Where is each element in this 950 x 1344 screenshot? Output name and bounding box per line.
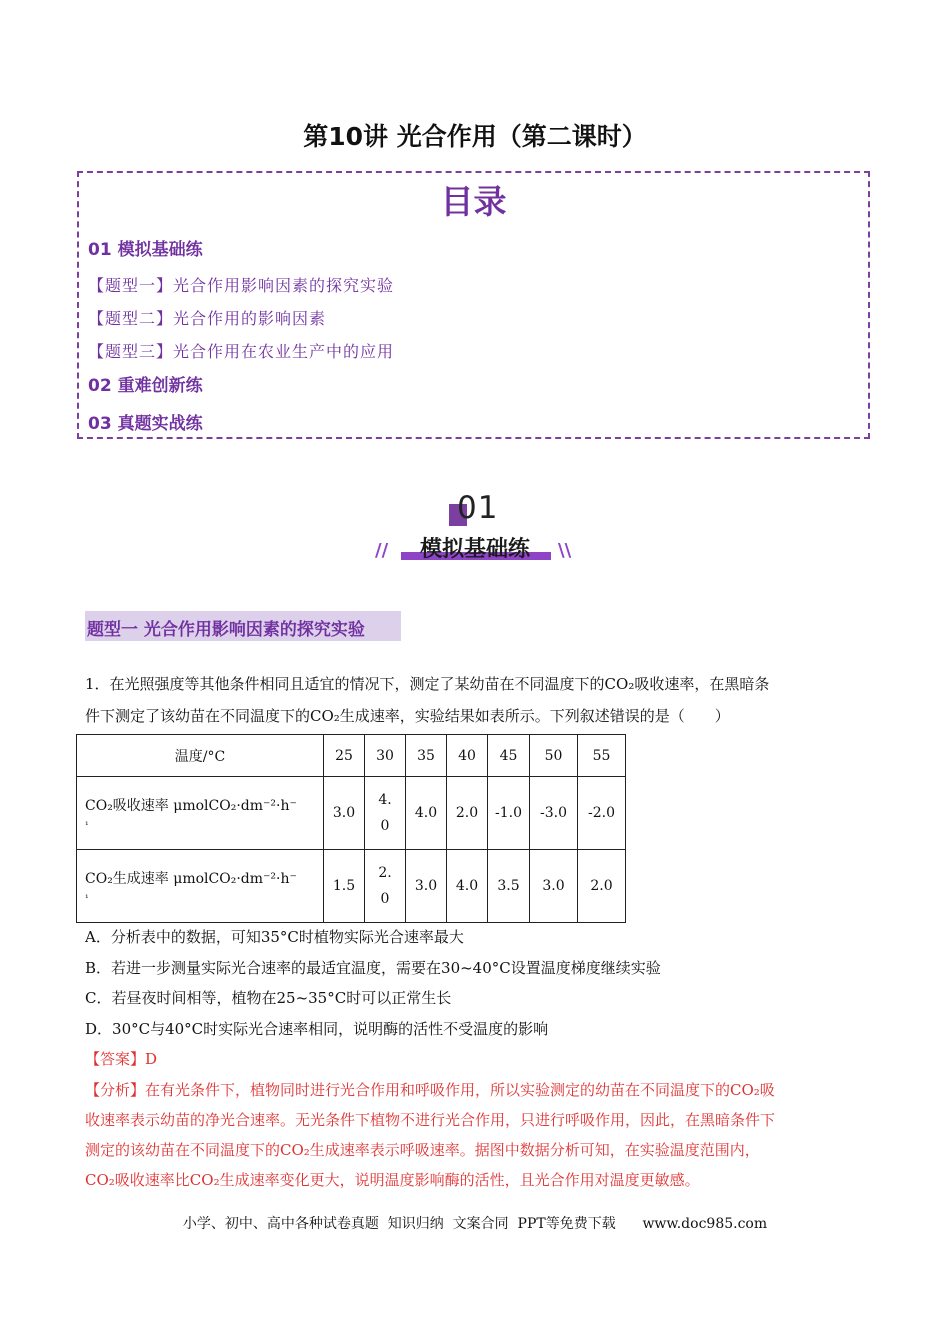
table-cell: 2.0 (578, 850, 626, 923)
option-c: C．若昼夜时间相等，植物在25~35°C时可以正常生长 (85, 989, 452, 1007)
cell-line2: 0 (380, 818, 390, 834)
table-cell: -2.0 (578, 777, 626, 850)
row-label-text: CO₂吸收速率 μmolCO₂·dm⁻²·h⁻ (85, 798, 297, 814)
table-cell: 3.0 (406, 850, 447, 923)
analysis-line1: 【分析】在有光条件下，植物同时进行光合作用和呼吸作用，所以实验测定的幼苗在不同温度下的CO₂吸 (85, 1081, 775, 1099)
right-slash-decoration: \\ (558, 540, 572, 561)
section-badge (375, 490, 575, 570)
analysis-line3: 测定的该幼苗在不同温度下的CO₂生成速率表示呼吸速率。据图中数据分析可知，在实验温度范围内， (85, 1141, 760, 1159)
table-cell: 3.5 (488, 850, 530, 923)
toc-heading: 目录 (440, 182, 507, 221)
header-cell: 55 (578, 735, 626, 777)
row-label-text: CO₂生成速率 μmolCO₂·dm⁻²·h⁻ (85, 871, 297, 887)
table-cell (365, 850, 406, 923)
toc-subitem-type3[interactable]: 【题型三】光合作用在农业生产中的应用 (88, 342, 395, 361)
table-cell: 3.0 (324, 777, 365, 850)
question-stem-line2: 件下测定了该幼苗在不同温度下的CO₂生成速率，实验结果如表所示。下列叙述错误的是（ ） (85, 707, 730, 725)
table-row-absorption (77, 777, 626, 850)
table-cell: 1.5 (324, 850, 365, 923)
header-cell: 40 (447, 735, 488, 777)
table-cell: 3.0 (530, 850, 578, 923)
toc-item-03[interactable]: 03 真题实战练 (88, 414, 203, 434)
row-label-absorption (77, 777, 324, 850)
cell-line1: 2. (378, 865, 392, 881)
document-title: 第10讲 光合作用（第二课时） (303, 122, 647, 151)
option-d: D．30°C与40°C时实际光合速率相同，说明酶的活性不受温度的影响 (85, 1020, 549, 1038)
table-cell: 2.0 (447, 777, 488, 850)
table-cell: 4.0 (447, 850, 488, 923)
left-slash-decoration: // (375, 540, 389, 561)
header-cell-temperature: 温度/°C (77, 735, 324, 777)
table-header-row (77, 735, 626, 777)
toc-subitem-type2[interactable]: 【题型二】光合作用的影响因素 (88, 309, 327, 328)
toc-item-02[interactable]: 02 重难创新练 (88, 376, 203, 396)
option-a: A．分析表中的数据，可知35°C时植物实际光合速率最大 (85, 928, 464, 946)
table-cell: -3.0 (530, 777, 578, 850)
header-cell: 25 (324, 735, 365, 777)
row-label-production (77, 850, 324, 923)
table-of-contents (77, 171, 870, 439)
row-label-superscript: ¹ (85, 821, 89, 831)
toc-subitem-type1[interactable]: 【题型一】光合作用影响因素的探究实验 (88, 276, 395, 295)
data-table (76, 734, 626, 923)
analysis-line4: CO₂吸收速率比CO₂生成速率变化更大，说明温度影响酶的活性，且光合作用对温度更敏感。 (85, 1171, 700, 1189)
answer-text: 【答案】D (85, 1050, 158, 1068)
header-cell: 30 (365, 735, 406, 777)
question-type-label: 题型一 光合作用影响因素的探究实验 (87, 620, 365, 640)
toc-item-01[interactable]: 01 模拟基础练 (88, 240, 203, 260)
table-cell: 4.0 (406, 777, 447, 850)
question-type-banner (85, 611, 401, 641)
table-cell: -1.0 (488, 777, 530, 850)
header-cell: 35 (406, 735, 447, 777)
section-title: 模拟基础练 (419, 537, 530, 562)
section-number: 01 (457, 490, 499, 526)
header-cell: 45 (488, 735, 530, 777)
question-stem-line1: 1．在光照强度等其他条件相同且适宜的情况下，测定了某幼苗在不同温度下的CO₂吸收速率，在黑暗条 (85, 675, 770, 693)
page-footer[interactable]: 小学、初中、高中各种试卷真题 知识归纳 文案合同 PPT等免费下载 www.doc985.com (182, 1216, 768, 1232)
option-b: B．若进一步测量实际光合速率的最适宜温度，需要在30~40°C设置温度梯度继续实验 (85, 959, 661, 977)
cell-line2: 0 (380, 891, 390, 907)
cell-line1: 4. (378, 792, 392, 808)
table-row-production (77, 850, 626, 923)
analysis-line2: 收速率表示幼苗的净光合速率。无光条件下植物不进行光合作用，只进行呼吸作用，因此，在黑暗条件下 (85, 1111, 776, 1129)
header-cell: 50 (530, 735, 578, 777)
row-label-superscript: ¹ (85, 894, 89, 904)
table-cell (365, 777, 406, 850)
